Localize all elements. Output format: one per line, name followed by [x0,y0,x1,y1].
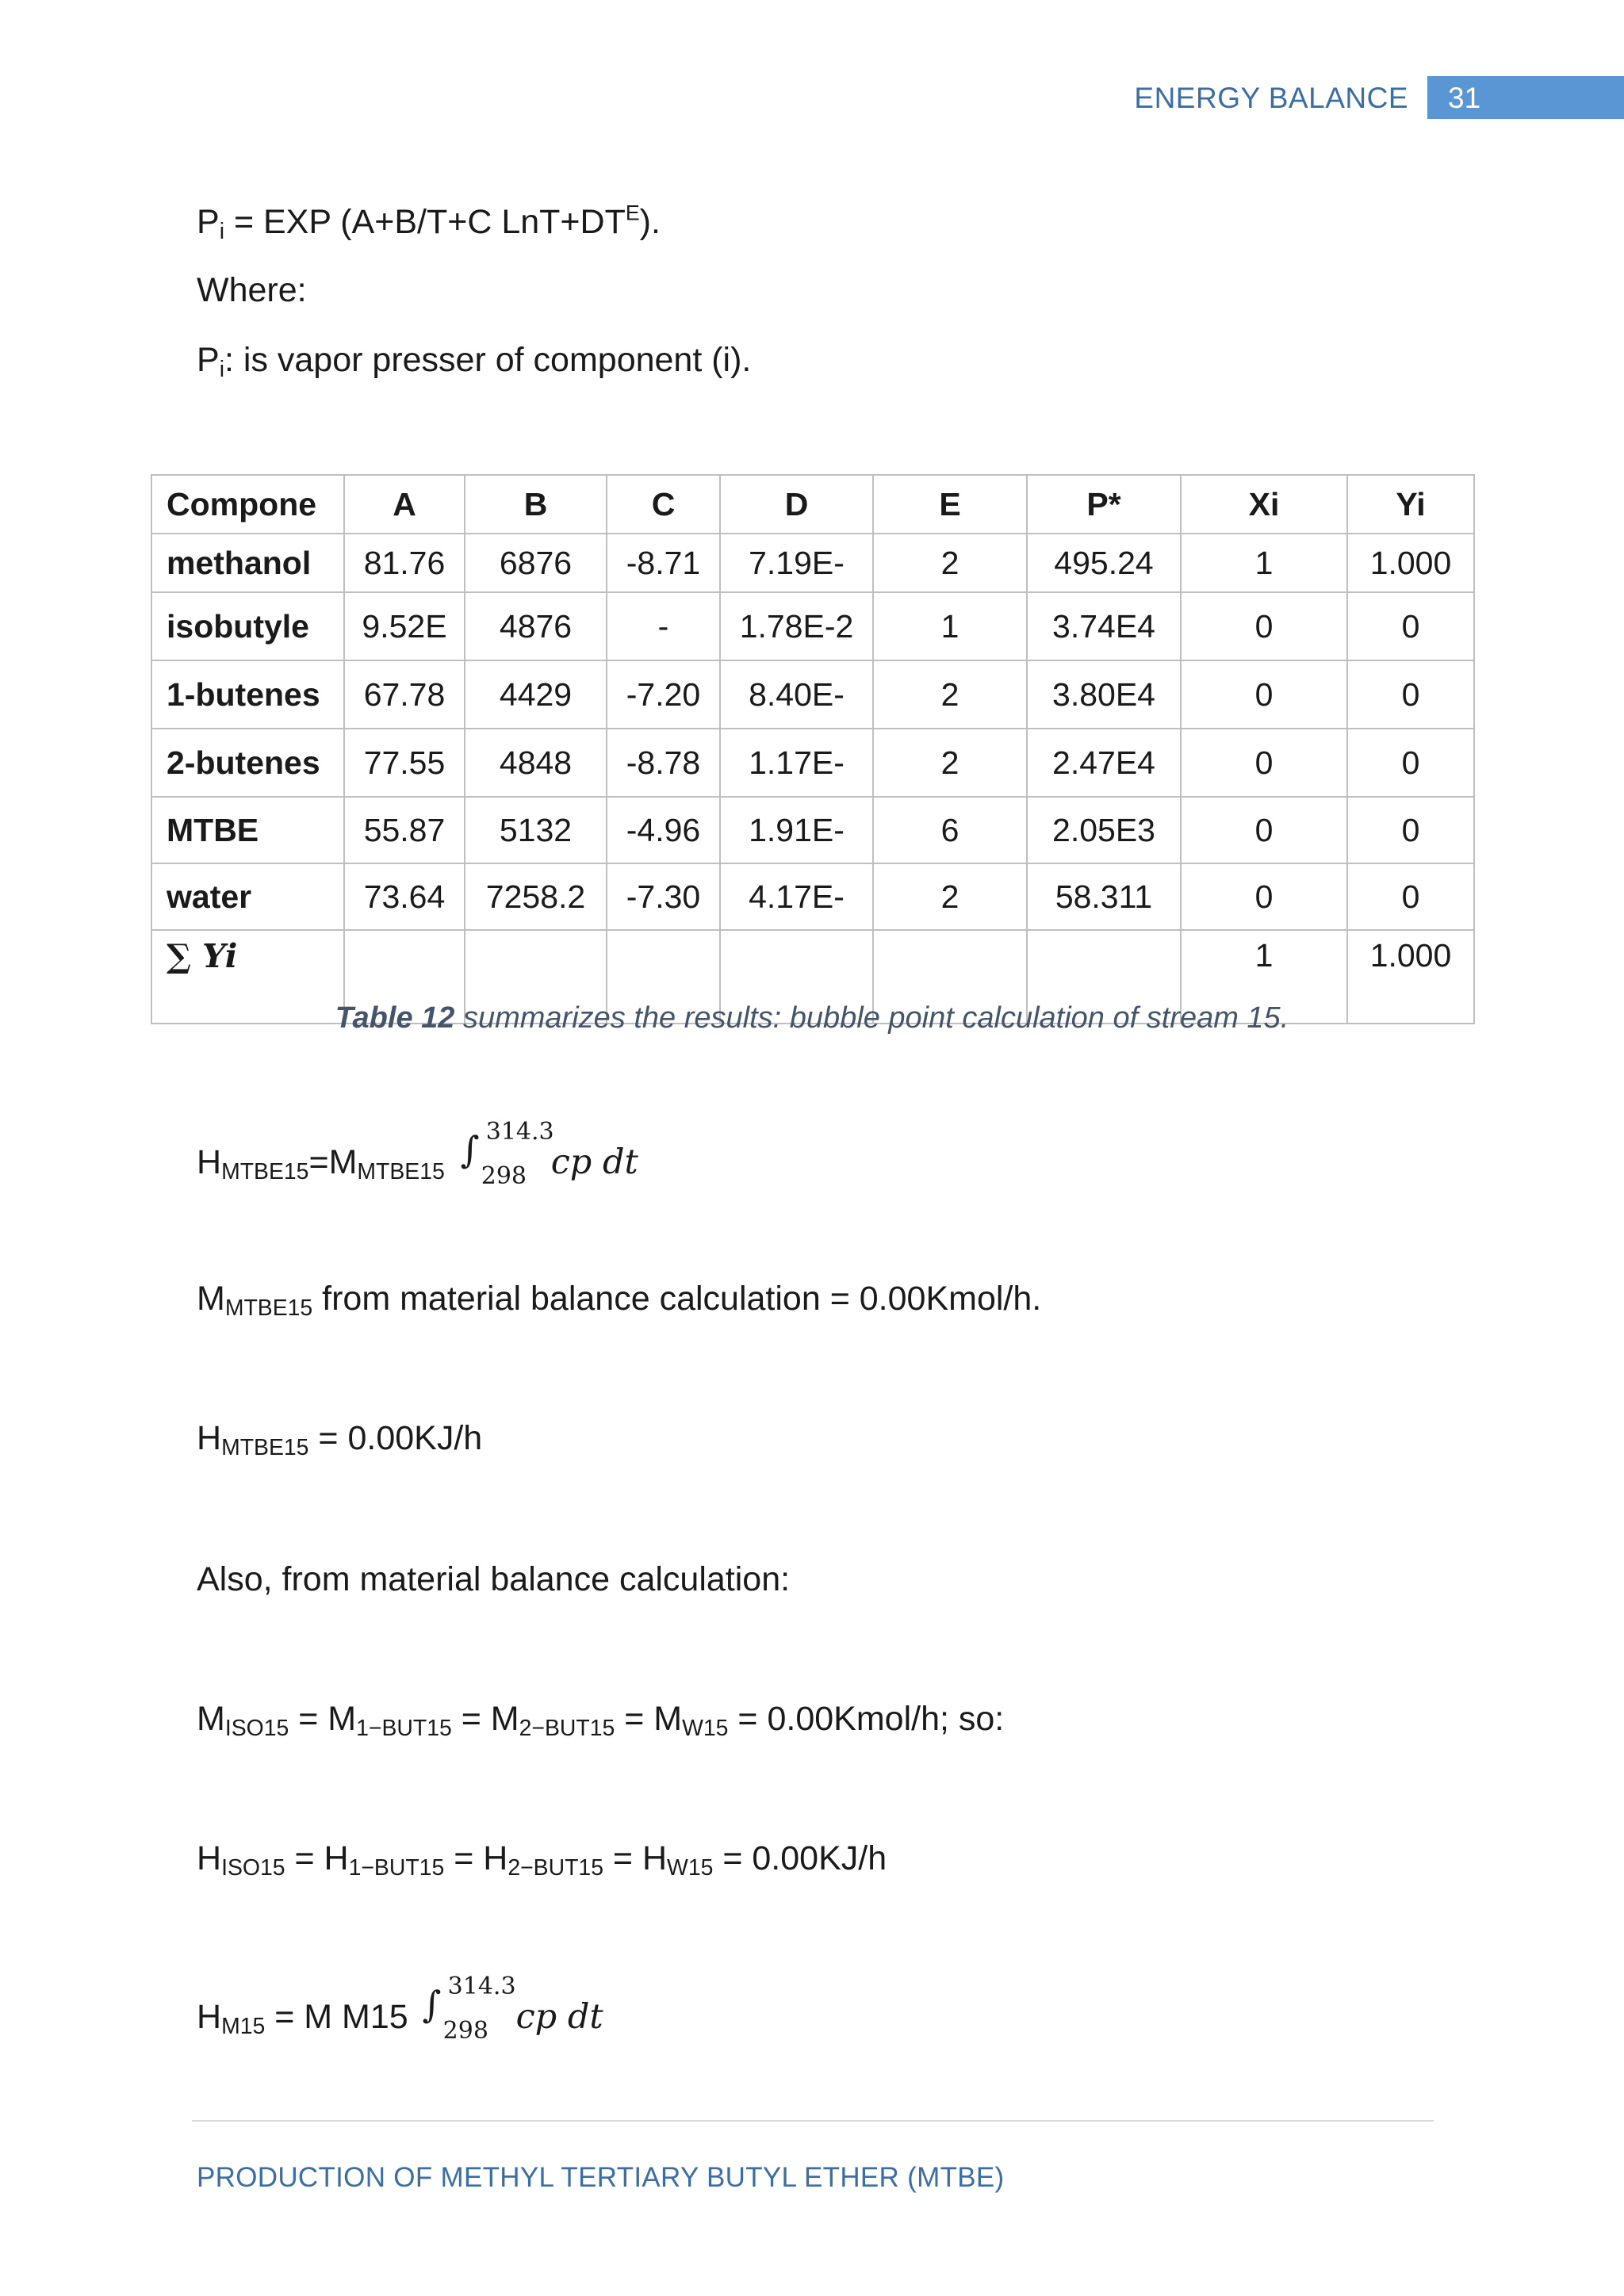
table-cell: -7.20 [607,660,720,729]
hmtbe-line: $H_{MTBE15} = 0.00KJ/h$ [197,1419,483,1461]
table-cell: 7.19E- [720,534,873,592]
table-cell: -4.96 [607,797,720,863]
table-header-row [151,475,1474,534]
table-cell: -8.78 [607,729,720,797]
table-cell: 0 [1181,863,1347,930]
vapor-pressure-equation: $P_i$ = EXP (A+B/T+C $LnT+DT^E$). [197,201,661,245]
table-cell: 0 [1347,592,1474,660]
table-row [151,660,1474,729]
table-cell: 3.80E4 [1027,660,1181,729]
table-cell: 0 [1347,660,1474,729]
column-header: E [873,475,1027,534]
column-header: Xi [1181,475,1347,534]
integral-symbol-group: ∫ 314.3 298 [422,1973,516,2045]
table-cell: 6876 [465,534,607,592]
table-cell: 6 [873,797,1027,863]
table-cell: 2 [873,660,1027,729]
enthalpy-line: $H_{ISO15} = H_{1-BUT15} = H_{2-BUT15} = H_{W15} = 0.00KJ/h$ [197,1839,887,1881]
table-cell: 4876 [465,592,607,660]
table-cell: 67.78 [344,660,465,729]
mmtbe-line: $M_{MTBE15}$ from material balance calculation = 0.00Kmol/h. [197,1280,1042,1322]
table-cell: 2.47E4 [1027,729,1181,797]
integral-symbol-group: ∫ 314.3 298 [460,1118,554,1190]
column-header: D [720,475,873,534]
hm15-integral-equation: $H_{M15} = M$ M15 ∫ 314.3 298 cp dt [197,1973,603,2045]
column-header: B [465,475,607,534]
table-cell: 73.64 [344,863,465,930]
sum-label: ∑ Yi [151,930,344,1024]
bubble-point-table [151,474,1475,1024]
table-cell: 8.40E- [720,660,873,729]
table-row [151,729,1474,797]
sum-yi: 1.000 [1347,930,1474,1024]
molar-flows-line: $M_{ISO15} = M_{1-BUT15} = M_{2-BUT15} = M_{W15}$ = 0.00Kmol/h; so: [197,1700,1005,1742]
table-cell: 58.311 [1027,863,1181,930]
table-cell: 81.76 [344,534,465,592]
sum-xi: 1 [1181,930,1347,1024]
running-header-title: ENERGY BALANCE [1134,82,1408,114]
table-cell: 2.05E3 [1027,797,1181,863]
table-cell: 2 [873,863,1027,930]
component-name-cell: MTBE [151,797,344,863]
table-cell: - [607,592,720,660]
table-cell: 1.000 [1347,534,1474,592]
page-number: 31 [1448,82,1481,114]
component-name-cell: isobutyle [151,592,344,660]
table-row [151,534,1474,592]
table-cell: 77.55 [344,729,465,797]
table-caption: Table 12 summarizes the results: bubble point calculation of stream 15. [335,1001,1289,1035]
column-header: Yi [1347,475,1474,534]
where-label: Where: [197,271,307,309]
table-cell: 3.74E4 [1027,592,1181,660]
table-cell: 495.24 [1027,534,1181,592]
table-cell: 0 [1347,729,1474,797]
table-cell: -8.71 [607,534,720,592]
component-name-cell: 2-butenes [151,729,344,797]
table-cell: 0 [1347,863,1474,930]
running-footer: PRODUCTION OF METHYL TERTIARY BUTYL ETHER (MTBE) [197,2162,1005,2193]
table-cell: 4429 [465,660,607,729]
table-cell: 1.78E-2 [720,592,873,660]
table-cell: 1 [1181,534,1347,592]
component-name-cell: methanol [151,534,344,592]
hmtbe-integral-equation: $H_{MTBE15}=M_{MTBE15}$ ∫ 314.3 298 cp dt [197,1118,638,1190]
table-cell: 2 [873,729,1027,797]
table-cell: 1 [873,592,1027,660]
column-header: C [607,475,720,534]
column-header: A [344,475,465,534]
table-row [151,863,1474,930]
table-cell: 0 [1181,592,1347,660]
also-line: Also, from material balance calculation: [197,1560,791,1598]
column-header: P* [1027,475,1181,534]
table-cell: 2 [873,534,1027,592]
table-cell: 55.87 [344,797,465,863]
table-cell: 9.52E [344,592,465,660]
table-cell: -7.30 [607,863,720,930]
table-cell: 0 [1347,797,1474,863]
table-row [151,797,1474,863]
variable-definition: $P_i$: is vapor presser of component (i). [197,341,752,383]
table-cell: 0 [1181,660,1347,729]
table-cell: 1.17E- [720,729,873,797]
table-row [151,592,1474,660]
table-cell: 0 [1181,729,1347,797]
table-cell: 7258.2 [465,863,607,930]
column-header: Compone [151,475,344,534]
table-cell: 0 [1181,797,1347,863]
footer-divider [192,2120,1434,2122]
component-name-cell: 1-butenes [151,660,344,729]
table-cell: 1.91E- [720,797,873,863]
component-name-cell: water [151,863,344,930]
table-cell: 5132 [465,797,607,863]
table-cell: 4848 [465,729,607,797]
table-cell: 4.17E- [720,863,873,930]
